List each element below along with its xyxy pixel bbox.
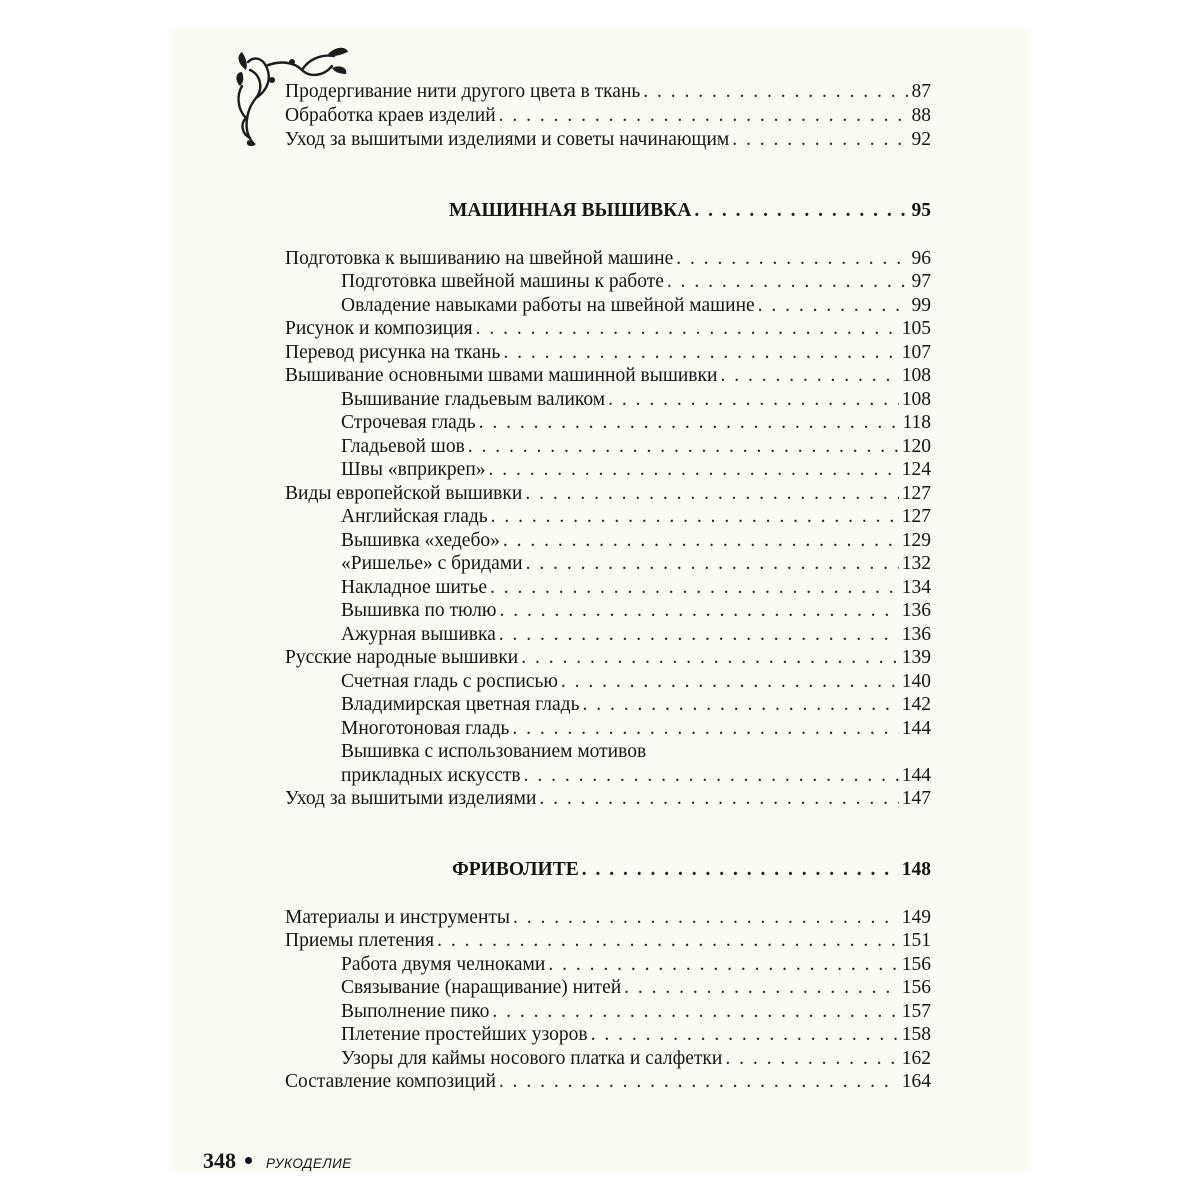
toc-entry-title: Материалы и инструменты [285,907,511,928]
toc-entry-page: 108 [901,389,931,410]
toc-entry [285,482,931,506]
toc-entry [285,128,931,152]
toc-entry-title: Овладение навыками работы на швейной машине [341,295,755,316]
dot-leader [499,104,909,128]
toc-entry-page: 105 [901,318,931,339]
running-title: РУКОДЕЛИЕ [266,1156,352,1171]
toc-entry-title: Уход за вышитыми изделиями [285,788,537,809]
dot-leader [667,270,909,294]
toc-entry-page: 156 [901,954,931,975]
dot-leader [694,199,908,223]
toc-entry-page: 118 [902,412,931,433]
toc-entry-title: Работа двумя челноками [341,954,546,975]
toc-entry-title: Обработка краев изделий [285,105,496,126]
toc-entry [341,953,931,977]
toc-entry-title: Швы «вприкреп» [341,459,486,480]
toc-entry-title: Ажурная вышивка [341,624,496,645]
toc-entry-title: Перевод рисунка на ткань [285,342,501,363]
toc-section-heading [449,199,931,223]
toc-entry-page: 142 [901,694,931,715]
toc-entry-title: Гладьевой шов [341,436,465,457]
toc-entry [285,247,931,271]
toc-section-heading [452,858,931,882]
dot-leader [524,764,899,788]
toc-entry-page: 96 [911,248,931,269]
toc-entry-page: 127 [901,483,931,504]
dot-leader [732,128,908,152]
toc-entry-title: Подготовка к вышиванию на швейной машине [285,248,674,269]
toc-entry [341,717,931,741]
dot-leader [582,693,898,717]
dot-leader [503,529,899,553]
toc-entry-page: 140 [901,671,931,692]
toc-entry-title: Узоры для каймы носового платка и салфетки [341,1048,723,1069]
dot-leader [437,929,899,953]
toc-entry-page: 164 [901,1071,931,1092]
toc-entry-title: Выполнение пико [341,1001,490,1022]
toc-entry-page: 158 [901,1024,931,1045]
toc-entry-title: Вышивка по тюлю [341,600,497,621]
toc-entry-page: 127 [901,506,931,527]
toc-entry [341,529,931,553]
dot-leader [490,576,899,600]
toc-entry [341,411,931,435]
toc-entry [285,929,931,953]
toc-entry-page: 99 [911,295,931,316]
toc-entry-title: Русские народные вышивки [285,647,519,668]
dot-leader [489,458,899,482]
toc-entry [285,341,931,365]
dot-leader [561,670,899,694]
dot-leader [499,1070,899,1094]
toc-entry [285,104,931,128]
toc-entry-title: Подготовка швейной машины к работе [341,271,664,292]
page-footer [203,1148,352,1174]
dot-leader [526,552,899,576]
toc-entry [341,435,931,459]
toc-entry-page: 136 [901,600,931,621]
toc-entry [285,364,931,388]
toc-entry-title: Счетная гладь с росписью [341,671,558,692]
dot-leader [548,953,898,977]
toc-entry [341,623,931,647]
toc-entry-page: 95 [911,200,931,221]
toc-entry-page: 139 [901,647,931,668]
dot-leader [476,317,899,341]
dot-leader [539,787,898,811]
toc-entry-title: прикладных искусств [341,765,521,786]
toc-entry [341,270,931,294]
bullet-icon [245,1157,252,1164]
toc-entry [341,458,931,482]
dot-leader [643,80,908,104]
toc-entry-title: Связывание (наращивание) нитей [341,977,622,998]
toc-entry-page: 108 [901,365,931,386]
toc-entry-title: Многотоновая гладь [341,718,510,739]
toc-entry [285,906,931,930]
toc-entry [341,1000,931,1024]
toc-entry-page: 156 [901,977,931,998]
dot-leader [468,435,899,459]
toc-entry [341,294,931,318]
dot-leader [499,599,898,623]
page-number: 348 [203,1148,236,1173]
toc-entry [285,80,931,104]
toc-entry-page: 107 [901,342,931,363]
toc-entry-page: 151 [901,930,931,951]
toc-entry-title: Приемы плетения [285,930,435,951]
toc-entry-title: Рисунок и композиция [285,318,473,339]
toc-entry-page: 149 [901,907,931,928]
dot-leader [525,482,898,506]
toc-entry-page: 87 [911,81,931,102]
toc-entry-title: Составление композиций [285,1071,496,1092]
toc-entry-title: Вышивка «хедебо» [341,530,500,551]
toc-entry-title: «Ришелье» с бридами [341,553,523,574]
toc-entry-title: Английская гладь [341,506,488,527]
toc-entry-title: ФРИВОЛИТЕ [452,859,579,880]
dot-leader [624,976,899,1000]
dot-leader [608,388,899,412]
dot-leader [521,646,899,670]
toc-entry-page: 147 [901,788,931,809]
toc-entry-page: 136 [901,624,931,645]
toc-entry-page: 97 [911,271,931,292]
toc-entry [341,552,931,576]
dot-leader [479,411,900,435]
toc-entry [341,1023,931,1047]
dot-leader [582,858,899,882]
toc-entry-page: 92 [911,129,931,150]
dot-leader [492,1000,898,1024]
dot-leader [512,717,898,741]
toc-entry [341,670,931,694]
toc-entry [341,388,931,412]
dot-leader [676,247,908,271]
toc-entry-title: Плетение простейших узоров [341,1024,588,1045]
toc-entry-title: Вышивание основными швами машинной вышивки [285,365,718,386]
toc-entry [341,740,931,764]
toc-entry [341,599,931,623]
toc-entry [285,1070,931,1094]
toc-entry-page: 148 [901,859,931,880]
toc-entry-page: 129 [901,530,931,551]
toc-entry [285,787,931,811]
toc-entry-page: 144 [901,718,931,739]
toc-entry [341,576,931,600]
toc-entry-page: 157 [901,1001,931,1022]
dot-leader [591,1023,899,1047]
dot-leader [725,1047,898,1071]
toc-entry-title: МАШИННАЯ ВЫШИВКА [449,200,692,221]
toc-entry-title: Уход за вышитыми изделиями и советы начинающим [285,129,730,150]
dot-leader [499,623,899,647]
dot-leader [503,341,898,365]
toc-entry [341,976,931,1000]
toc-entry-title: Вышивание гладьевым валиком [341,389,606,410]
toc-entry-title: Накладное шитье [341,577,487,598]
dot-leader [720,364,898,388]
toc-entry-page: 132 [901,553,931,574]
dot-leader [513,906,899,930]
dot-leader [491,505,899,529]
toc-entry [341,693,931,717]
toc-entry-page: 120 [901,436,931,457]
toc-entry-title: Виды европейской вышивки [285,483,523,504]
toc-entry [341,1047,931,1071]
toc-entry [285,317,931,341]
toc-entry-title: Строчевая гладь [341,412,476,433]
toc-entry-page: 88 [911,105,931,126]
toc-entry [341,764,931,788]
toc-entry-page: 144 [901,765,931,786]
dot-leader [758,294,909,318]
toc-entry-page: 162 [901,1048,931,1069]
toc-entry-page: 124 [901,459,931,480]
toc-entry-title: Владимирская цветная гладь [341,694,580,715]
toc-entry-title: Продергивание нити другого цвета в ткань [285,81,641,102]
toc-entry-title: Вышивка с использованием мотивов [341,741,647,762]
toc-entry [285,646,931,670]
toc-entry [341,505,931,529]
toc-entry-page: 134 [901,577,931,598]
